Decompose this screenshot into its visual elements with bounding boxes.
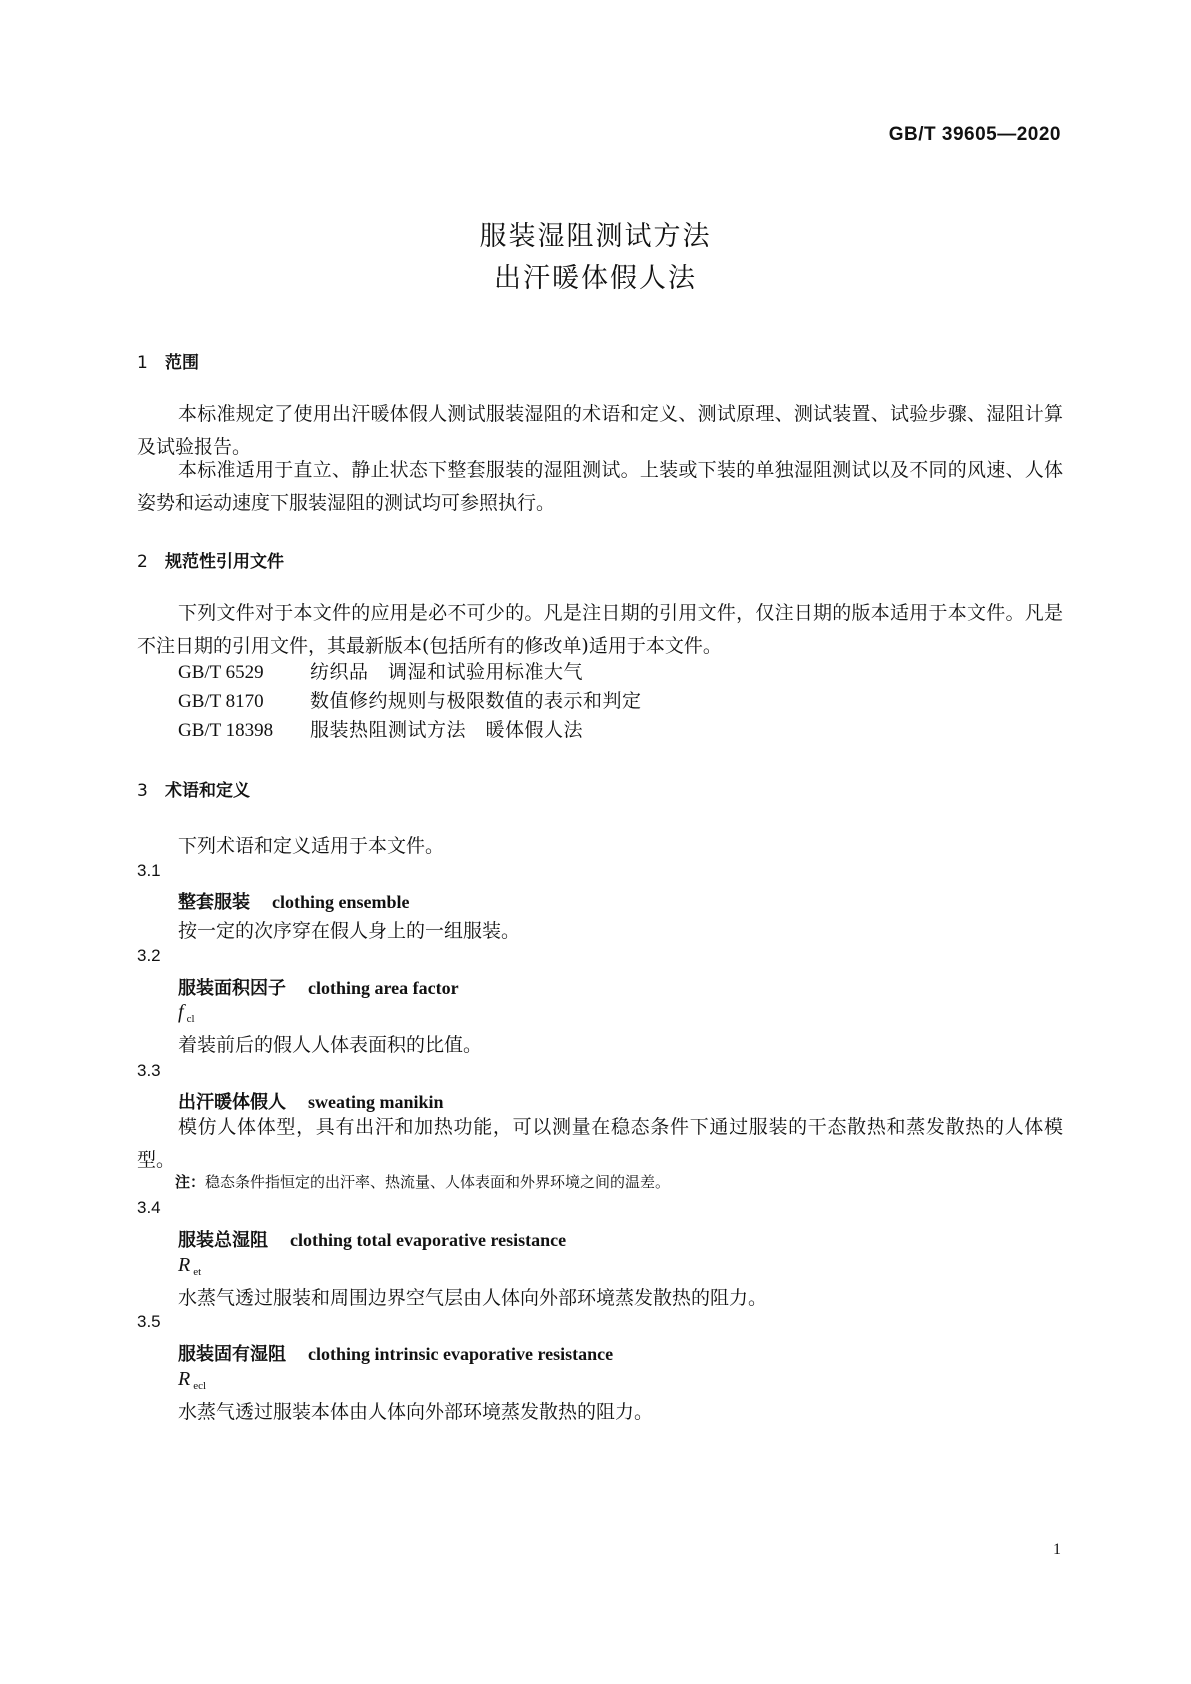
document-title-line2: 出汗暖体假人法: [494, 263, 697, 294]
term-heading: [178, 974, 459, 1000]
section-number: 1: [137, 353, 148, 373]
term-definition: 着装前后的假人人体表面积的比值。: [178, 1034, 483, 1056]
term-heading: [178, 888, 410, 914]
section-2-heading: [137, 547, 284, 572]
term-zh: 服装总湿阻: [178, 1230, 268, 1251]
term-note: [175, 1171, 670, 1192]
clause-number: 3.4: [137, 1198, 161, 1217]
clause-number: 3.2: [137, 946, 161, 965]
term-symbol: R $_{ecl}$: [178, 1368, 207, 1392]
term-zh: 出汗暖体假人: [178, 1092, 286, 1113]
section-1-paragraph-2: 本标准适用于直立、静止状态下整套服装的湿阻测试。上装或下装的单独湿阻测试以及不同的风速、人体姿势和运动速度下服装湿阻的测试均可参照执行。: [137, 459, 1063, 514]
reference-title: 纺织品 调湿和试验用标准大气: [310, 661, 584, 683]
term-definition: 按一定的次序穿在假人身上的一组服装。: [178, 920, 521, 942]
term-en: clothing total evaporative resistance: [290, 1230, 567, 1250]
document-title-line1: 服装湿阻测试方法: [479, 221, 712, 252]
reference-item: [178, 657, 583, 684]
term-en: clothing area factor: [308, 978, 459, 998]
term-heading: [178, 1226, 566, 1252]
reference-code: GB/T 18398: [178, 720, 274, 741]
clause-number: 3.1: [137, 861, 161, 880]
reference-title: 服装热阻测试方法 暖体假人法: [310, 719, 584, 741]
section-3-intro: 下列术语和定义适用于本文件。: [178, 835, 445, 857]
term-heading: [178, 1340, 613, 1366]
term-symbol: R $_{et}$: [178, 1254, 202, 1278]
term-symbol: f $_{cl}$: [178, 1001, 195, 1025]
reference-item: [178, 715, 583, 742]
term-en: clothing intrinsic evaporative resistance: [308, 1344, 614, 1364]
section-title: 术语和定义: [165, 781, 250, 801]
section-title: 规范性引用文件: [165, 552, 284, 572]
reference-title: 数值修约规则与极限数值的表示和判定: [310, 690, 642, 712]
section-2-paragraph: 下列文件对于本文件的应用是必不可少的。凡是注日期的引用文件，仅注日期的版本适用于本文件。凡是不注日期的引用文件，其最新版本(包括所有的修改单)适用于本文件。: [137, 602, 1063, 657]
section-title: 范围: [165, 353, 199, 373]
reference-item: [178, 686, 642, 713]
term-en: clothing ensemble: [272, 892, 410, 912]
section-number: 3: [137, 781, 148, 801]
section-1-heading: [137, 348, 199, 373]
term-zh: 整套服装: [178, 892, 250, 913]
note-text: 稳态条件指恒定的出汗率、热流量、人体表面和外界环境之间的温差。: [205, 1173, 671, 1191]
note-label: 注：: [175, 1173, 206, 1191]
section-1-paragraph-1: 本标准规定了使用出汗暖体假人测试服装湿阻的术语和定义、测试原理、测试装置、试验步骤、湿阻计算及试验报告。: [137, 403, 1063, 458]
term-zh: 服装固有湿阻: [178, 1344, 286, 1365]
clause-number: 3.5: [137, 1312, 161, 1331]
reference-code: GB/T 6529: [178, 662, 264, 683]
clause-number: 3.3: [137, 1061, 161, 1080]
reference-code: GB/T 8170: [178, 691, 264, 712]
term-zh: 服装面积因子: [178, 978, 286, 999]
page-number: 1: [1053, 1541, 1061, 1558]
term-definition: 水蒸气透过服装和周围边界空气层由人体向外部环境蒸发散热的阻力。: [178, 1287, 768, 1309]
section-number: 2: [137, 552, 148, 572]
standard-number: GB/T 39605—2020: [888, 124, 1061, 145]
term-definition: 水蒸气透过服装本体由人体向外部环境蒸发散热的阻力。: [178, 1401, 654, 1423]
term-en: sweating manikin: [308, 1092, 444, 1112]
section-3-heading: [137, 776, 250, 801]
term-definition: 模仿人体体型，具有出汗和加热功能，可以测量在稳态条件下通过服装的干态散热和蒸发散热的人体模型。: [137, 1116, 1063, 1171]
